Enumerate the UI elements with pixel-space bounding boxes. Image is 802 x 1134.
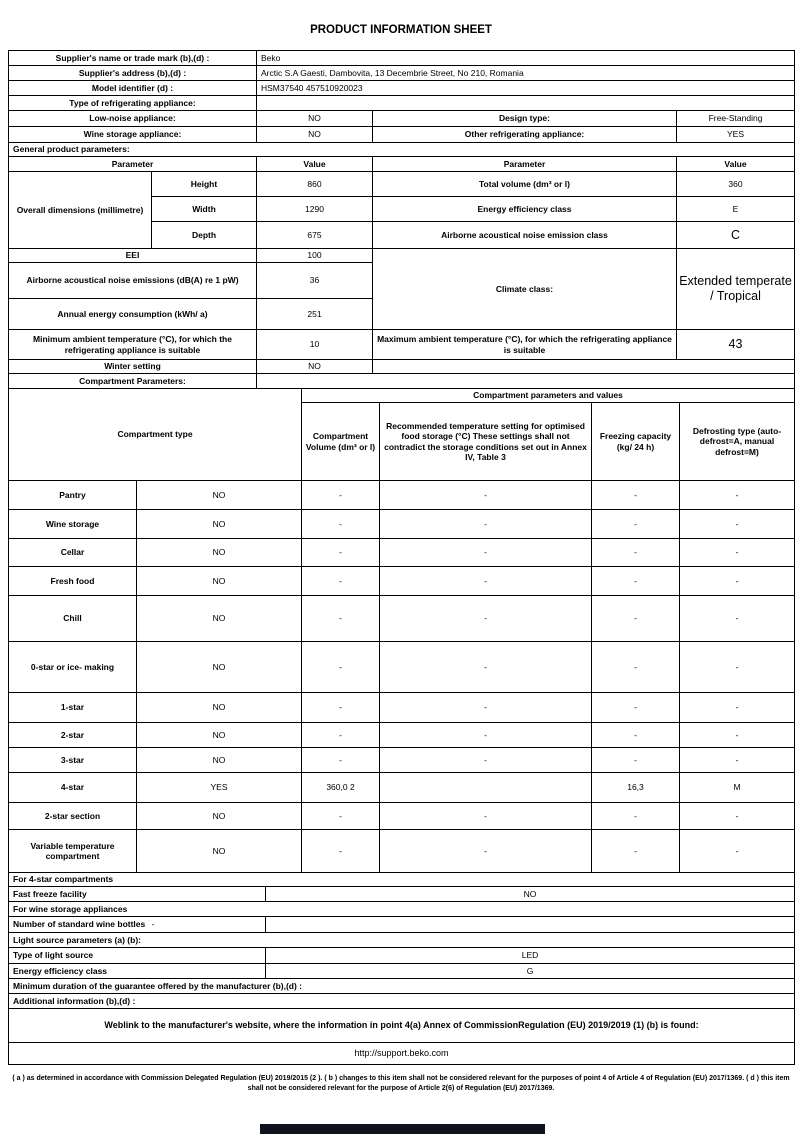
compartment-freezing: 16,3 xyxy=(592,773,680,803)
compartment-temp: - xyxy=(380,642,592,693)
height-label: Height xyxy=(152,172,257,197)
wine-bottles-label: Number of standard wine bottles xyxy=(13,919,146,930)
compartment-defrost-header: Defrosting type (auto-defrost=A, manual defrost=M) xyxy=(680,403,795,481)
wine-bottles-cell xyxy=(9,917,266,933)
winter-setting-empty-cell xyxy=(373,360,795,374)
compartment-parameters-empty-cell xyxy=(257,374,795,389)
compartment-row-chill xyxy=(9,596,795,642)
compartment-defrost: - xyxy=(680,596,795,642)
footer-table xyxy=(8,872,795,1065)
compartment-parameters-section-row xyxy=(9,374,795,389)
compartment-temp: - xyxy=(380,830,592,873)
compartment-present: NO xyxy=(137,723,302,748)
energy-class-label: Energy efficiency class xyxy=(373,197,677,222)
compartment-volume: - xyxy=(302,539,380,567)
compartment-row-variable-temperature xyxy=(9,830,795,873)
compartment-name: Variable temperature compartment xyxy=(9,830,137,873)
compartment-freezing: - xyxy=(592,481,680,510)
eei-label: EEI xyxy=(9,249,257,263)
model-identifier-label: Model identifier (d) : xyxy=(9,81,257,96)
depth-value: 675 xyxy=(257,222,373,249)
supplier-address-value: Arctic S.A Gaesti, Dambovita, 13 Decembrie Street, No 210, Romania xyxy=(257,66,795,81)
compartment-name: Wine storage xyxy=(9,510,137,539)
appliance-type-row xyxy=(9,96,795,111)
height-value: 860 xyxy=(257,172,373,197)
weblink-text-row xyxy=(9,1009,795,1043)
climate-class-value: Extended temperate / Tropical xyxy=(677,249,795,330)
compartment-name: 1-star xyxy=(9,693,137,723)
general-parameters-table xyxy=(8,156,795,389)
min-ambient-temp-label: Minimum ambient temperature (°C), for which the refrigerating appliance is suitable xyxy=(9,330,257,360)
compartment-volume-header: Compartment Volume (dm³ or l) xyxy=(302,403,380,481)
additional-information-label: Additional information (b),(d) : xyxy=(9,994,795,1009)
compartment-temp: - xyxy=(380,539,592,567)
compartment-temp: - xyxy=(380,693,592,723)
compartment-temp-header: Recommended temperature setting for optimised food storage (°C) These settings shall not contradict the storage conditions set out in Annex IV, Table 3 xyxy=(380,403,592,481)
compartment-row-two-star xyxy=(9,723,795,748)
compartment-row-fresh-food xyxy=(9,567,795,596)
light-type-row xyxy=(9,948,795,964)
compartment-volume: - xyxy=(302,803,380,830)
general-parameters-section-label: General product parameters: xyxy=(9,143,795,157)
fast-freeze-value: NO xyxy=(266,887,795,902)
compartment-temp: - xyxy=(380,748,592,773)
light-type-label: Type of light source xyxy=(9,948,266,964)
supplier-name-value: Beko xyxy=(257,51,795,66)
compartment-temp: - xyxy=(380,596,592,642)
compartment-freezing: - xyxy=(592,539,680,567)
compartment-defrost: - xyxy=(680,723,795,748)
compartment-name: Chill xyxy=(9,596,137,642)
compartment-defrost: - xyxy=(680,748,795,773)
compartment-type-header: Compartment type xyxy=(9,389,302,481)
compartment-volume: - xyxy=(302,748,380,773)
wine-storage-appliance-label: Wine storage appliance: xyxy=(9,127,257,143)
width-label: Width xyxy=(152,197,257,222)
compartment-temp: - xyxy=(380,510,592,539)
energy-class-value: E xyxy=(677,197,795,222)
parameters-header-row xyxy=(9,157,795,172)
appliance-type-label: Type of refrigerating appliance: xyxy=(9,96,257,111)
light-class-label: Energy efficiency class xyxy=(9,964,266,979)
compartment-defrost: - xyxy=(680,481,795,510)
compartment-defrost: - xyxy=(680,830,795,873)
compartment-freezing: - xyxy=(592,723,680,748)
compartment-freezing: - xyxy=(592,642,680,693)
bottom-dark-bar xyxy=(260,1124,545,1134)
other-appliance-label: Other refrigerating appliance: xyxy=(373,127,677,143)
compartment-row-one-star xyxy=(9,693,795,723)
compartment-group-header: Compartment parameters and values xyxy=(302,389,795,403)
overall-dimensions-label: Overall dimensions (millimetre) xyxy=(9,172,152,249)
depth-label: Depth xyxy=(152,222,257,249)
compartment-name: Cellar xyxy=(9,539,137,567)
compartment-row-four-star xyxy=(9,773,795,803)
light-class-row xyxy=(9,964,795,979)
compartment-volume: 360,0 2 xyxy=(302,773,380,803)
compartment-table xyxy=(8,388,795,873)
compartment-row-zero-star xyxy=(9,642,795,693)
wine-storage-appliance-value: NO xyxy=(257,127,373,143)
noise-class-label: Airborne acoustical noise emission class xyxy=(373,222,677,249)
wine-section-label: For wine storage appliances xyxy=(9,902,795,917)
eei-row xyxy=(9,249,795,263)
design-type-label: Design type: xyxy=(373,111,677,127)
max-ambient-temp-value: 43 xyxy=(677,330,795,360)
compartment-present: NO xyxy=(137,830,302,873)
compartment-present: NO xyxy=(137,596,302,642)
fast-freeze-label: Fast freeze facility xyxy=(9,887,266,902)
winter-setting-row xyxy=(9,360,795,374)
weblink-url[interactable]: http://support.beko.com xyxy=(9,1043,795,1065)
four-star-section-row xyxy=(9,873,795,887)
compartment-parameters-section-label: Compartment Parameters: xyxy=(9,374,257,389)
compartment-present: NO xyxy=(137,803,302,830)
additional-information-row xyxy=(9,994,795,1009)
footnote-text: ( a ) as determined in accordance with Commission Delegated Regulation (EU) 2019/2015 (2 ). ( b ) changes to this item shall not be considered relevant for the purposes of point 4 of Article 4 of Regulation (EU) 2017/1369. ( d ) this item shall not be considered relevant for the purpose of Article 2(6) of Regulation (EU) 2017/1369. xyxy=(12,1075,790,1092)
winter-setting-value: NO xyxy=(257,360,373,374)
total-volume-label: Total volume (dm³ or l) xyxy=(373,172,677,197)
compartment-freezing: - xyxy=(592,748,680,773)
compartment-present: NO xyxy=(137,642,302,693)
compartment-volume: - xyxy=(302,481,380,510)
annual-energy-value: 251 xyxy=(257,299,373,330)
compartment-volume: - xyxy=(302,642,380,693)
compartment-freezing: - xyxy=(592,803,680,830)
compartment-freezing: - xyxy=(592,830,680,873)
weblink-url-row xyxy=(9,1043,795,1065)
compartment-defrost: - xyxy=(680,567,795,596)
parameter-header-right: Parameter xyxy=(373,157,677,172)
supplier-address-row xyxy=(9,66,795,81)
value-header-right: Value xyxy=(677,157,795,172)
fast-freeze-row xyxy=(9,887,795,902)
compartment-name: Fresh food xyxy=(9,567,137,596)
compartment-name: 2-star xyxy=(9,723,137,748)
compartment-present: NO xyxy=(137,567,302,596)
guarantee-row xyxy=(9,979,795,994)
min-ambient-temp-value: 10 xyxy=(257,330,373,360)
compartment-row-pantry xyxy=(9,481,795,510)
compartment-volume: - xyxy=(302,510,380,539)
compartment-temp xyxy=(380,773,592,803)
compartment-temp: - xyxy=(380,803,592,830)
total-volume-value: 360 xyxy=(677,172,795,197)
light-class-value: G xyxy=(266,964,795,979)
compartment-freezing: - xyxy=(592,596,680,642)
product-information-sheet xyxy=(8,0,794,1094)
compartment-freezing-header: Freezing capacity (kg/ 24 h) xyxy=(592,403,680,481)
value-header-left: Value xyxy=(257,157,373,172)
appliance-type-value xyxy=(257,96,795,111)
parameter-header-left: Parameter xyxy=(9,157,257,172)
compartment-name: Pantry xyxy=(9,481,137,510)
max-ambient-temp-label: Maximum ambient temperature (°C), for which the refrigerating appliance is suitable xyxy=(373,330,677,360)
low-noise-label: Low-noise appliance: xyxy=(9,111,257,127)
model-identifier-value: HSM37540 457510920023 xyxy=(257,81,795,96)
winter-setting-label: Winter setting xyxy=(9,360,257,374)
noise-class-value: C xyxy=(677,222,795,249)
wine-bottles-value: - xyxy=(151,919,155,930)
compartment-volume: - xyxy=(302,567,380,596)
general-parameters-section-row xyxy=(9,143,795,157)
eei-value: 100 xyxy=(257,249,373,263)
compartment-present: NO xyxy=(137,510,302,539)
compartment-defrost: - xyxy=(680,539,795,567)
compartment-present: NO xyxy=(137,693,302,723)
annual-energy-label: Annual energy consumption (kWh/ a) xyxy=(9,299,257,330)
compartment-temp: - xyxy=(380,723,592,748)
compartment-volume: - xyxy=(302,596,380,642)
compartment-defrost: - xyxy=(680,510,795,539)
width-value: 1290 xyxy=(257,197,373,222)
wine-section-row xyxy=(9,902,795,917)
low-noise-value: NO xyxy=(257,111,373,127)
light-type-value: LED xyxy=(266,948,795,964)
supplier-info-table xyxy=(8,50,795,157)
compartment-defrost: - xyxy=(680,803,795,830)
supplier-name-label: Supplier's name or trade mark (b),(d) : xyxy=(9,51,257,66)
compartment-volume: - xyxy=(302,693,380,723)
guarantee-label: Minimum duration of the guarantee offered by the manufacturer (b),(d) : xyxy=(9,979,795,994)
compartment-present: NO xyxy=(137,481,302,510)
compartment-defrost: - xyxy=(680,642,795,693)
supplier-name-row xyxy=(9,51,795,66)
page-title: PRODUCT INFORMATION SHEET xyxy=(310,24,492,36)
weblink-label: Weblink to the manufacturer's website, where the information in point 4(a) Annex of CommissionRegulation (EU) 2019/2019 (1) (b) is found: xyxy=(9,1009,795,1043)
light-section-label: Light source parameters (a) (b): xyxy=(9,933,795,948)
climate-class-label: Climate class: xyxy=(373,249,677,330)
light-section-row xyxy=(9,933,795,948)
wine-bottles-row xyxy=(9,917,795,933)
supplier-address-label: Supplier's address (b),(d) : xyxy=(9,66,257,81)
ambient-temperature-row xyxy=(9,330,795,360)
compartment-row-cellar xyxy=(9,539,795,567)
wine-bottles-empty-cell xyxy=(266,917,795,933)
design-type-value: Free-Standing xyxy=(677,111,795,127)
compartment-row-two-star-section xyxy=(9,803,795,830)
compartment-freezing: - xyxy=(592,693,680,723)
compartment-freezing: - xyxy=(592,567,680,596)
compartment-present: NO xyxy=(137,539,302,567)
compartment-volume: - xyxy=(302,830,380,873)
compartment-temp: - xyxy=(380,481,592,510)
compartment-present: YES xyxy=(137,773,302,803)
low-noise-row xyxy=(9,111,795,127)
other-appliance-value: YES xyxy=(677,127,795,143)
compartment-name: 3-star xyxy=(9,748,137,773)
compartment-defrost: - xyxy=(680,693,795,723)
compartment-volume: - xyxy=(302,723,380,748)
four-star-section-label: For 4-star compartments xyxy=(9,873,795,887)
compartment-group-header-row xyxy=(9,389,795,403)
compartment-name: 4-star xyxy=(9,773,137,803)
compartment-temp: - xyxy=(380,567,592,596)
model-identifier-row xyxy=(9,81,795,96)
compartment-defrost: M xyxy=(680,773,795,803)
wine-storage-appliance-row xyxy=(9,127,795,143)
height-row xyxy=(9,172,795,197)
noise-emissions-label: Airborne acoustical noise emissions (dB(A) re 1 pW) xyxy=(9,263,257,299)
compartment-name: 0-star or ice- making xyxy=(9,642,137,693)
noise-emissions-value: 36 xyxy=(257,263,373,299)
compartment-present: NO xyxy=(137,748,302,773)
compartment-row-three-star xyxy=(9,748,795,773)
compartment-name: 2-star section xyxy=(9,803,137,830)
compartment-row-wine-storage xyxy=(9,510,795,539)
compartment-freezing: - xyxy=(592,510,680,539)
